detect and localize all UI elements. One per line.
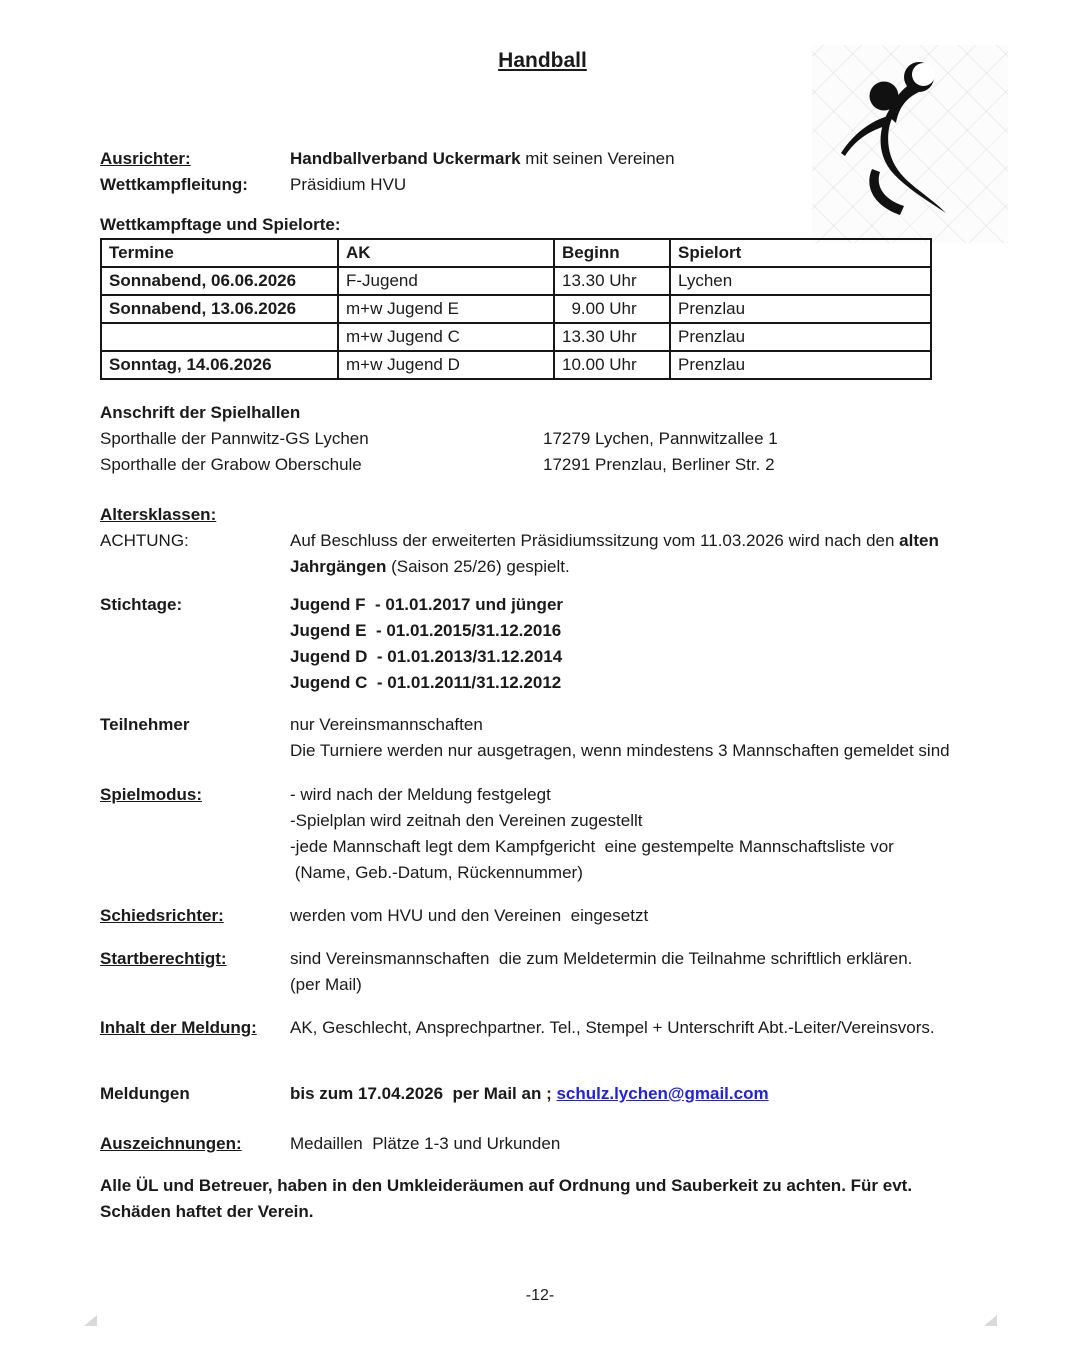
cell-ak: m+w Jugend C	[338, 323, 554, 351]
intro-section	[100, 146, 985, 198]
awards-section	[100, 1131, 985, 1157]
eligibility-lines	[290, 946, 912, 998]
participants-label: Teilnehmer	[100, 715, 190, 734]
col-header-ak: AK	[338, 239, 554, 267]
cell-termine	[101, 323, 338, 351]
cell-ak: m+w Jugend D	[338, 351, 554, 379]
cell-beginn: 13.30 Uhr	[554, 267, 670, 295]
organizer-value-rest: mit seinen Vereinen	[520, 149, 675, 168]
col-header-spielort: Spielort	[670, 239, 931, 267]
venue-row	[100, 426, 985, 452]
closing-note-line: Schäden haftet der Verein.	[100, 1202, 314, 1221]
registration-label: Meldungen	[100, 1084, 190, 1103]
page-number: -12-	[525, 1287, 555, 1304]
eligibility-line: sind Vereinsmannschaften die zum Meldetermin die Teilnahme schriftlich erklären.	[290, 949, 913, 968]
game-mode-line: -jede Mannschaft legt dem Kampfgericht eine gestempelte Mannschaftsliste vor	[290, 837, 894, 856]
cell-spielort: Prenzlau	[670, 323, 931, 351]
participants-line: nur Vereinsmannschaften	[290, 715, 483, 734]
management-row	[100, 172, 985, 198]
cutoff-dates-section	[100, 592, 985, 696]
venues-section	[100, 400, 985, 478]
cell-termine: Sonnabend, 13.06.2026	[101, 295, 338, 323]
game-mode-line: (Name, Geb.-Datum, Rückennummer)	[290, 863, 583, 882]
closing-note-line: Alle ÜL und Betreuer, haben in den Umkleideräumen auf Ordnung und Sauberkeit zu achten. Für evt.	[100, 1176, 913, 1195]
attention-line-2	[290, 554, 939, 580]
schedule-heading: Wettkampftage und Spielorte:	[100, 215, 341, 234]
game-mode-section	[100, 782, 985, 886]
report-content-section	[100, 1015, 985, 1041]
registration-deadline-text: bis zum 17.04.2026 per Mail an ;	[290, 1084, 557, 1103]
attention-label: ACHTUNG:	[100, 531, 189, 550]
game-mode-line: -Spielplan wird zeitnah den Vereinen zugestellt	[290, 811, 643, 830]
management-label: Wettkampfleitung:	[100, 175, 248, 194]
venue-name: Sporthalle der Pannwitz-GS Lychen	[100, 429, 369, 448]
table-row	[101, 351, 931, 379]
awards-value: Medaillen Plätze 1-3 und Urkunden	[290, 1134, 561, 1153]
cutoff-date-item: Jugend C - 01.01.2011/31.12.2012	[290, 673, 562, 692]
registration-section	[100, 1081, 985, 1107]
cell-spielort: Prenzlau	[670, 295, 931, 323]
cell-termine: Sonnabend, 06.06.2026	[101, 267, 338, 295]
schedule-header-row	[101, 239, 931, 267]
attention-line2-bold: Jahrgängen	[290, 557, 387, 576]
venue-name: Sporthalle der Grabow Oberschule	[100, 455, 362, 474]
cell-beginn: 9.00 Uhr	[554, 295, 670, 323]
awards-label: Auszeichnungen:	[100, 1134, 242, 1153]
attention-text	[290, 528, 939, 580]
game-mode-label: Spielmodus:	[100, 785, 203, 804]
cell-spielort: Prenzlau	[670, 351, 931, 379]
eligibility-section	[100, 946, 985, 998]
organizer-value	[290, 146, 675, 172]
participants-line: Die Turniere werden nur ausgetragen, wenn mindestens 3 Mannschaften gemeldet sind	[290, 741, 950, 760]
cell-spielort: Lychen	[670, 267, 931, 295]
referees-section	[100, 903, 985, 929]
table-row	[101, 323, 931, 351]
table-row	[101, 295, 931, 323]
attention-line2-regular: (Saison 25/26) gespielt.	[386, 557, 570, 576]
venue-address: 17279 Lychen, Pannwitzallee 1	[543, 429, 778, 448]
attention-line1-regular: Auf Beschluss der erweiterten Präsidiumssitzung vom 11.03.2026 wird nach den	[290, 531, 900, 550]
cell-ak: m+w Jugend E	[338, 295, 554, 323]
watermark-triangle	[984, 1315, 997, 1326]
report-content-value: AK, Geschlecht, Ansprechpartner. Tel., Stempel + Unterschrift Abt.-Leiter/Vereinsvors.	[290, 1018, 935, 1037]
cutoff-date-item: Jugend F - 01.01.2017 und jünger	[290, 595, 564, 614]
cutoff-date-item: Jugend D - 01.01.2013/31.12.2014	[290, 647, 563, 666]
attention-line1-bold: alten	[899, 531, 939, 550]
cell-termine: Sonntag, 14.06.2026	[101, 351, 338, 379]
cutoff-date-item: Jugend E - 01.01.2015/31.12.2016	[290, 621, 562, 640]
report-content-label: Inhalt der Meldung:	[100, 1018, 257, 1037]
venue-row	[100, 452, 985, 478]
management-value: Präsidium HVU	[290, 175, 407, 194]
age-classes-heading: Altersklassen:	[100, 505, 217, 524]
venue-address: 17291 Prenzlau, Berliner Str. 2	[543, 455, 775, 474]
cutoff-dates-list	[290, 592, 563, 696]
schedule-table	[100, 238, 932, 380]
organizer-row	[100, 146, 985, 172]
organizer-value-bold: Handballverband Uckermark	[290, 149, 521, 168]
watermark-triangle	[84, 1315, 97, 1326]
cutoff-dates-label: Stichtage:	[100, 595, 183, 614]
eligibility-line: (per Mail)	[290, 975, 362, 994]
game-mode-lines	[290, 782, 894, 886]
table-row	[101, 267, 931, 295]
age-classes-section	[100, 502, 985, 580]
col-header-beginn: Beginn	[554, 239, 670, 267]
attention-row	[100, 528, 985, 580]
col-header-termine: Termine	[101, 239, 338, 267]
page-title: Handball	[498, 49, 587, 72]
game-mode-line: - wird nach der Meldung festgelegt	[290, 785, 551, 804]
attention-line-1	[290, 528, 939, 554]
cell-beginn: 10.00 Uhr	[554, 351, 670, 379]
registration-email-link[interactable]: schulz.lychen@gmail.com	[556, 1084, 769, 1103]
participants-section	[100, 712, 985, 764]
document-content	[100, 48, 985, 1225]
organizer-label: Ausrichter:	[100, 149, 191, 168]
participants-lines	[290, 712, 950, 764]
registration-value	[290, 1081, 769, 1107]
cell-beginn: 13.30 Uhr	[554, 323, 670, 351]
cell-ak: F-Jugend	[338, 267, 554, 295]
eligibility-label: Startberechtigt:	[100, 949, 227, 968]
venues-heading: Anschrift der Spielhallen	[100, 403, 301, 422]
referees-label: Schiedsrichter:	[100, 906, 224, 925]
closing-note	[100, 1173, 1000, 1225]
referees-value: werden vom HVU und den Vereinen eingesetzt	[290, 906, 649, 925]
